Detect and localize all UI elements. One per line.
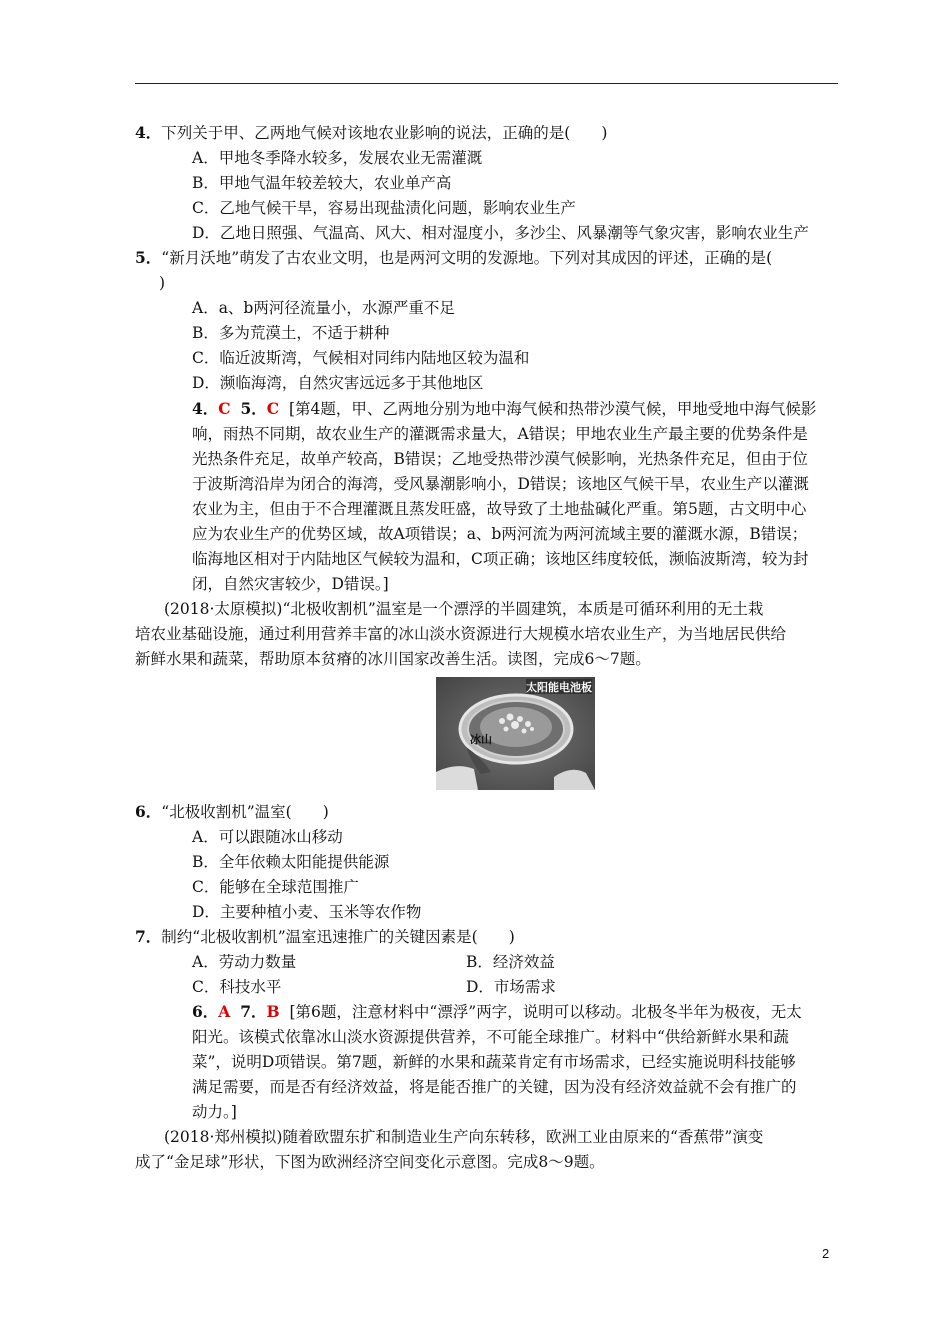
question-4-option-b: B．甲地气温年较差较大，农业单产高 — [192, 174, 452, 192]
question-5-option-a: A．a、b两河径流量小，水源严重不足 — [192, 299, 455, 317]
page-number: 2 — [822, 1246, 830, 1261]
question-4-number: 4． — [135, 123, 162, 142]
answer-7-number: 7． — [240, 1002, 267, 1021]
question-5-option-c: C．临近波斯湾，气候相对同纬内陆地区较为温和 — [192, 349, 530, 367]
question-4-option-c: C．乙地气候干旱，容易出现盐渍化问题，影响农业生产 — [192, 199, 576, 217]
intro-8-9-line-2: 成了“金足球”形状，下图为欧洲经济空间变化示意图。完成8～9题。 — [135, 1153, 605, 1171]
intro-8-9-line-1: (2018·郑州模拟)随着欧盟东扩和制造业生产向东转移，欧洲工业由原来的“香蕉带”演变 — [164, 1128, 764, 1146]
question-5-number: 5． — [135, 248, 162, 267]
answer-4-5-line-1 — [192, 398, 816, 420]
question-5-text: “新月沃地”萌发了古农业文明，也是两河文明的发源地。下列对其成因的评述，正确的是( — [161, 249, 773, 267]
answer-4-choice: C — [218, 399, 231, 418]
question-6-option-d: D．主要种植小麦、玉米等农作物 — [192, 903, 422, 921]
answer-4-5-line-6: 应为农业生产的优势区域，故A项错误；a、b两河流为两河流域主要的灌溉水源，B错误； — [192, 525, 808, 543]
answer-5-choice: C — [266, 399, 280, 418]
answer-4-5-line-4: 于波斯湾沿岸为闭合的海湾，受风暴潮影响小，D错误；该地区气候干旱，农业生产以灌溉 — [192, 475, 809, 493]
question-4-text: 下列关于甲、乙两地气候对该地农业影响的说法，正确的是( ) — [161, 124, 608, 142]
answer-5-number: 5． — [240, 399, 267, 418]
question-4-stem — [135, 122, 607, 144]
question-6-number: 6． — [135, 802, 162, 821]
answer-4-5-line-2: 响，雨热不同期，故农业生产的灌溉需求量大，A错误；甲地农业生产最主要的优势条件是 — [192, 425, 808, 443]
iceberg-label: 冰山 — [470, 733, 492, 746]
answer-4-number: 4． — [192, 399, 219, 418]
question-7-option-b: B．经济效益 — [466, 953, 555, 971]
answer-4-5-line-7: 临海地区相对于内陆地区气候较为温和，C项正确；该地区纬度较低，濒临波斯湾，较为封 — [192, 550, 809, 568]
answer-4-5-line-8: 闭，自然灾害较少，D错误。] — [192, 575, 389, 593]
intro-6-7-line-2: 培农业基础设施，通过利用营养丰富的冰山淡水资源进行大规模水培农业生产，为当地居民供给 — [135, 625, 787, 643]
question-4-option-a: A．甲地冬季降水较多，发展农业无需灌溉 — [192, 149, 483, 167]
answer-4-5-text-1: [第4题，甲、乙两地分别为地中海气候和热带沙漠气候，甲地受地中海气候影 — [289, 400, 817, 418]
question-7-option-d: D．市场需求 — [466, 978, 556, 996]
solar-panel-label: 太阳能电池板 — [526, 681, 592, 694]
header-rule — [135, 83, 838, 84]
question-5-option-d: D．濒临海湾，自然灾害远远多于其他地区 — [192, 374, 484, 392]
question-7-stem — [135, 926, 515, 948]
question-7-number: 7． — [135, 927, 162, 946]
answer-6-7-line-5: 动力。] — [192, 1103, 237, 1121]
answer-4-5-line-5: 农业为主，但由于不合理灌溉且蒸发旺盛，故导致了土地盐碱化严重。第5题，古文明中心 — [192, 500, 807, 518]
arctic-harvester-photo — [436, 677, 595, 790]
question-6-option-b: B．全年依赖太阳能提供能源 — [192, 853, 390, 871]
answer-6-7-text-1: [第6题，注意材料中“漂浮”两字，说明可以移动。北极冬半年为极夜，无太 — [289, 1003, 802, 1021]
question-7-option-c: C．科技水平 — [192, 978, 282, 996]
question-7-text: 制约“北极收割机”温室迅速推广的关键因素是( ) — [161, 928, 515, 946]
answer-6-7-line-1 — [192, 1001, 802, 1023]
question-4-option-d: D．乙地日照强、气温高、风大、相对湿度小，多沙尘、风暴潮等气象灾害，影响农业生产 — [192, 224, 809, 242]
answer-6-7-line-3: 菜”，说明D项错误。第7题，新鲜的水果和蔬菜肯定有市场需求，已经实施说明科技能够 — [192, 1053, 796, 1071]
question-6-option-c: C．能够在全球范围推广 — [192, 878, 359, 896]
answer-6-7-line-4: 满足需要，而是否有经济效益，将是能否推广的关键，因为没有经济效益就不会有推广的 — [192, 1078, 797, 1096]
answer-6-choice: A — [218, 1002, 231, 1021]
answer-4-5-line-3: 光热条件充足，故单产较高，B错误；乙地受热带沙漠气候影响，光热条件充足，但由于位 — [192, 450, 808, 468]
question-5-option-b: B．多为荒漠土，不适于耕种 — [192, 324, 390, 342]
question-6-text: “北极收割机”温室( ) — [161, 803, 329, 821]
question-5-stem — [135, 247, 772, 269]
question-5-stem-cont: ) — [159, 274, 166, 292]
question-6-option-a: A．可以跟随冰山移动 — [192, 828, 343, 846]
answer-6-number: 6． — [192, 1002, 219, 1021]
question-6-stem — [135, 801, 329, 823]
question-7-option-a: A．劳动力数量 — [192, 953, 297, 971]
intro-6-7-line-1: (2018·太原模拟)“北极收割机”温室是一个漂浮的半圆建筑，本质是可循环利用的无土栽 — [164, 600, 764, 618]
answer-6-7-line-2: 阳光。该模式依靠冰山淡水资源提供营养，不可能全球推广。材料中“供给新鲜水果和蔬 — [192, 1028, 789, 1046]
intro-6-7-line-3: 新鲜水果和蔬菜，帮助原本贫瘠的冰川国家改善生活。读图，完成6～7题。 — [135, 650, 651, 668]
answer-7-choice: B — [266, 1002, 280, 1021]
